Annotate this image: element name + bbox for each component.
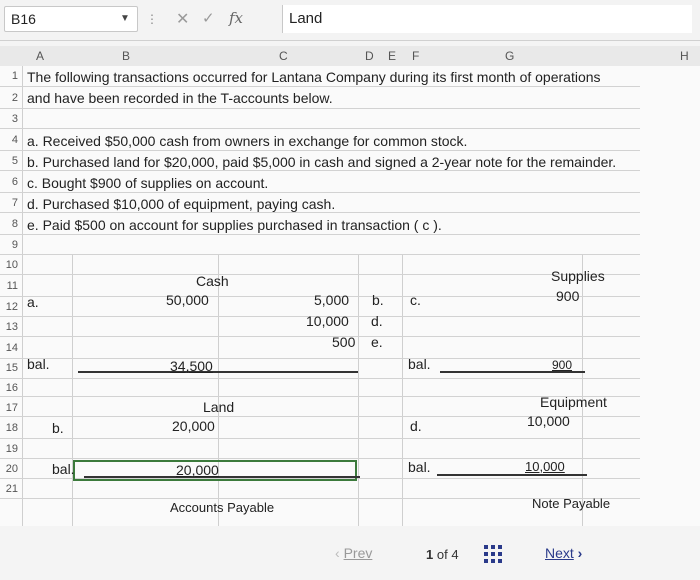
transaction-e: e. Paid $500 on account for supplies purchased in transaction ( c ). (27, 217, 442, 233)
equipment-label-d: d. (410, 418, 422, 434)
accounts-payable-title: Accounts Payable (170, 500, 275, 515)
row-number[interactable]: 7 (11, 197, 18, 209)
supplies-label-c: c. (410, 292, 421, 308)
chevron-down-icon[interactable]: ▼ (120, 13, 130, 24)
column-header-e[interactable]: E (388, 49, 397, 63)
prev-button[interactable] (335, 545, 372, 561)
row-number[interactable]: 20 (5, 463, 18, 475)
cash-title: Cash (196, 273, 229, 289)
page-total: 4 (451, 547, 459, 562)
row-number[interactable]: 18 (5, 422, 18, 434)
note-payable-title: Note Payable (532, 496, 611, 511)
equipment-bal-value: 10,000 (525, 459, 565, 474)
land-bal-value: 20,000 (176, 462, 219, 478)
next-label: Next (545, 545, 574, 561)
column-header-a[interactable]: A (36, 49, 45, 63)
transaction-a: a. Received $50,000 cash from owners in exchange for common stock. (27, 133, 468, 149)
supplies-bal-label: bal. (408, 356, 431, 372)
formula-input[interactable] (282, 5, 692, 33)
row-number[interactable]: 6 (11, 176, 18, 188)
row-number[interactable]: 14 (5, 342, 18, 354)
cash-credit-label-d: d. (371, 313, 383, 329)
name-box[interactable] (4, 6, 138, 32)
equipment-value: 10,000 (527, 413, 570, 429)
cash-debit-label: a. (27, 294, 39, 310)
row-number[interactable]: 4 (11, 134, 18, 146)
column-header-b[interactable]: B (122, 49, 131, 63)
cash-credit-d: 10,000 (306, 313, 349, 329)
cash-debit-value: 50,000 (166, 292, 209, 308)
formula-value: Land (289, 10, 323, 27)
more-dots-icon: ⋮ (146, 12, 156, 26)
row-number[interactable]: 19 (5, 443, 18, 455)
row-number[interactable]: 8 (11, 218, 18, 230)
row-number[interactable]: 13 (5, 321, 18, 333)
supplies-value: 900 (556, 288, 580, 304)
page-of: of (436, 547, 448, 562)
prev-label: Prev (343, 545, 373, 561)
column-header-h[interactable]: H (680, 49, 689, 63)
land-debit-value: 20,000 (172, 418, 215, 434)
cancel-icon[interactable]: ✕ (176, 11, 190, 28)
land-title: Land (203, 399, 235, 415)
row-number[interactable]: 16 (5, 382, 18, 394)
formula-bar (0, 0, 700, 41)
supplies-bal-value: 900 (552, 358, 573, 372)
column-header-row (0, 46, 700, 67)
transaction-d: d. Purchased $10,000 of equipment, paying cash. (27, 196, 336, 212)
row-number[interactable]: 3 (11, 113, 18, 125)
equipment-title: Equipment (540, 394, 607, 410)
row-number[interactable]: 5 (11, 155, 18, 167)
chevron-right-icon: › (573, 545, 583, 561)
column-header-f[interactable]: F (412, 49, 420, 63)
supplies-title: Supplies (551, 268, 605, 284)
next-button[interactable] (545, 545, 582, 561)
grid-view-icon[interactable] (484, 545, 502, 563)
check-icon[interactable]: ✓ (202, 10, 215, 27)
column-header-d[interactable]: D (365, 49, 374, 63)
chevron-left-icon: ‹ (335, 545, 344, 561)
transaction-b: b. Purchased land for $20,000, paid $5,000 in cash and signed a 2-year note for the remainder. (27, 154, 617, 170)
cash-credit-label-b: b. (372, 292, 384, 308)
cash-bal-value: 34,500 (170, 358, 213, 374)
page-indicator (426, 547, 459, 562)
row-number[interactable]: 2 (11, 92, 18, 104)
row-number[interactable]: 11 (6, 280, 18, 292)
row-number[interactable]: 12 (5, 301, 18, 313)
cash-credit-label-e: e. (371, 334, 383, 350)
spreadsheet-grid[interactable] (0, 66, 700, 526)
cell-reference: B16 (11, 11, 36, 27)
row-number[interactable]: 17 (5, 402, 18, 414)
cash-bal-label: bal. (27, 356, 50, 372)
land-bal-label: bal. (52, 461, 75, 477)
instructions-line-1: The following transactions occurred for Lantana Company during its first month of operations (27, 69, 601, 85)
page-current: 1 (426, 547, 434, 562)
equipment-bal-label: bal. (408, 459, 431, 475)
cash-credit-e: 500 (332, 334, 356, 350)
row-number[interactable]: 10 (5, 259, 18, 271)
land-debit-label: b. (52, 420, 64, 436)
transaction-c: c. Bought $900 of supplies on account. (27, 175, 269, 191)
row-number[interactable]: 21 (5, 483, 18, 495)
instructions-line-2: and have been recorded in the T-accounts below. (27, 90, 333, 106)
row-number[interactable]: 15 (5, 362, 18, 374)
fx-icon[interactable]: fx (229, 9, 244, 27)
row-number[interactable]: 9 (11, 239, 18, 251)
column-header-c[interactable]: C (279, 49, 288, 63)
cash-credit-b: 5,000 (314, 292, 350, 308)
column-header-g[interactable]: G (505, 49, 515, 63)
row-number[interactable]: 1 (11, 70, 18, 82)
